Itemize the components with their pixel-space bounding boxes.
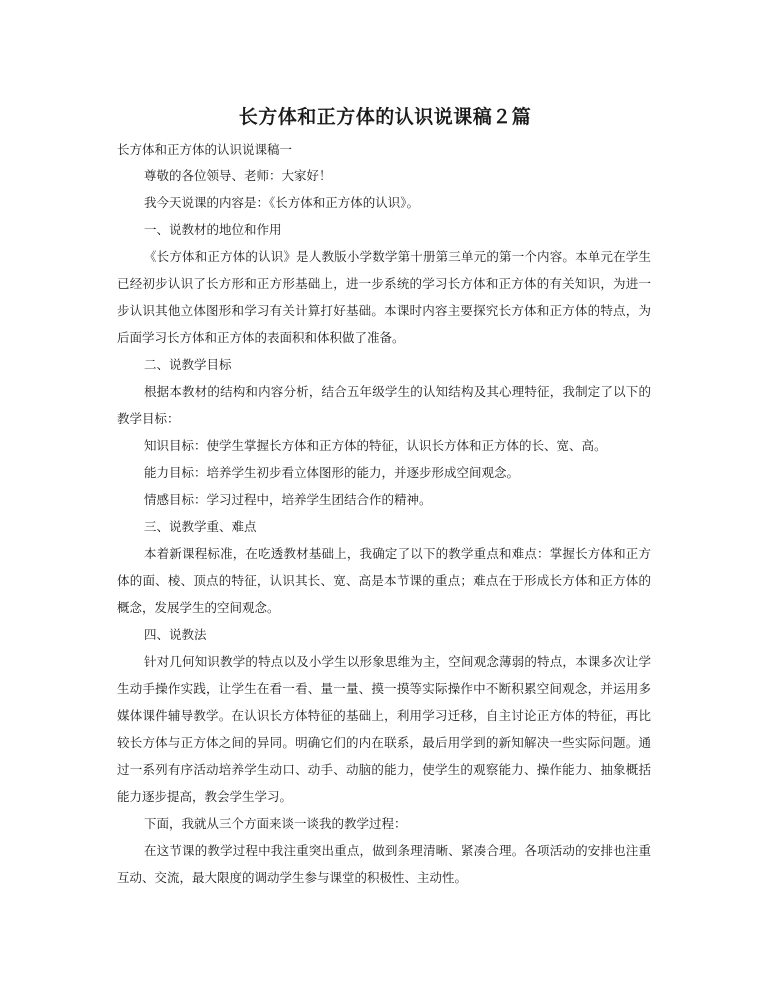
- section-subtitle: 长方体和正方体的认识说课稿一: [117, 142, 293, 157]
- topic-paragraph: 我今天说课的内容是：《长方体和正方体的认识》。: [144, 195, 420, 210]
- ability-objective: 能力目标：培养学生初步看立体图形的能力，并逐步形成空间观念。: [144, 465, 520, 480]
- key-points-paragraph: 本着新课程标准，在吃透教材基础上，我确定了以下的教学重点和难点：掌握长方体和正方体的面、棱、顶点的特征，认识其长、宽、高是本节课的重点；难点在于形成长方体和正方体的概念，发展学生的空间观念。: [117, 546, 651, 615]
- section-heading-textbook: 一、说教材的地位和作用: [144, 222, 282, 237]
- document-title: 长方体和正方体的认识说课稿２篇: [238, 106, 532, 128]
- objectives-intro-paragraph: 根据本教材的结构和内容分析，结合五年级学生的认知结构及其心理特征，我制定了以下的教学目标：: [117, 384, 651, 426]
- greeting-paragraph: 尊敬的各位领导、老师：大家好！: [144, 168, 332, 183]
- section-heading-objectives: 二、说教学目标: [144, 357, 232, 372]
- method-paragraph: 针对几何知识教学的特点以及小学生以形象思维为主，空间观念薄弱的特点，本课多次让学生动手操作实践，让学生在看一看、量一量、摸一摸等实际操作中不断积累空间观念，并运用多媒体课件辅导教学。在认识长方体特征的基础上，利用学习迁移，自主讨论正方体的特征，再比较长方体与正方体之间的异同。明确它们的内在联系，最后用学到的新知解决一些实际问题。通过一系列有序活动培养学生动口、动手、动脑的能力，使学生的观察能力、操作能力、抽象概括能力逐步提高，教会学生学习。: [117, 654, 651, 804]
- process-intro-paragraph: 下面，我就从三个方面来谈一谈我的教学过程：: [144, 816, 407, 831]
- document-body: [117, 137, 651, 891]
- emotion-objective: 情感目标：学习过程中，培养学生团结合作的精神。: [144, 492, 432, 507]
- knowledge-objective: 知识目标：使学生掌握长方体和正方体的特征，认识长方体和正方体的长、宽、高。: [144, 438, 607, 453]
- section-heading-key-points: 三、说教学重、难点: [144, 519, 257, 534]
- textbook-paragraph: 《长方体和正方体的认识》是人教版小学数学第十册第三单元的第一个内容。本单元在学生已经初步认识了长方形和正方形基础上，进一步系统的学习长方体和正方体的有关知识，为进一步认识其他立体图形和学习有关计算打好基础。本课时内容主要探究长方体和正方体的特点，为后面学习长方体和正方体的表面积和体积做了准备。: [117, 249, 651, 345]
- section-heading-method: 四、说教法: [144, 627, 207, 642]
- process-paragraph: 在这节课的教学过程中我注重突出重点，做到条理清晰、紧凑合理。各项活动的安排也注重互动、交流，最大限度的调动学生参与课堂的积极性、主动性。: [117, 843, 651, 885]
